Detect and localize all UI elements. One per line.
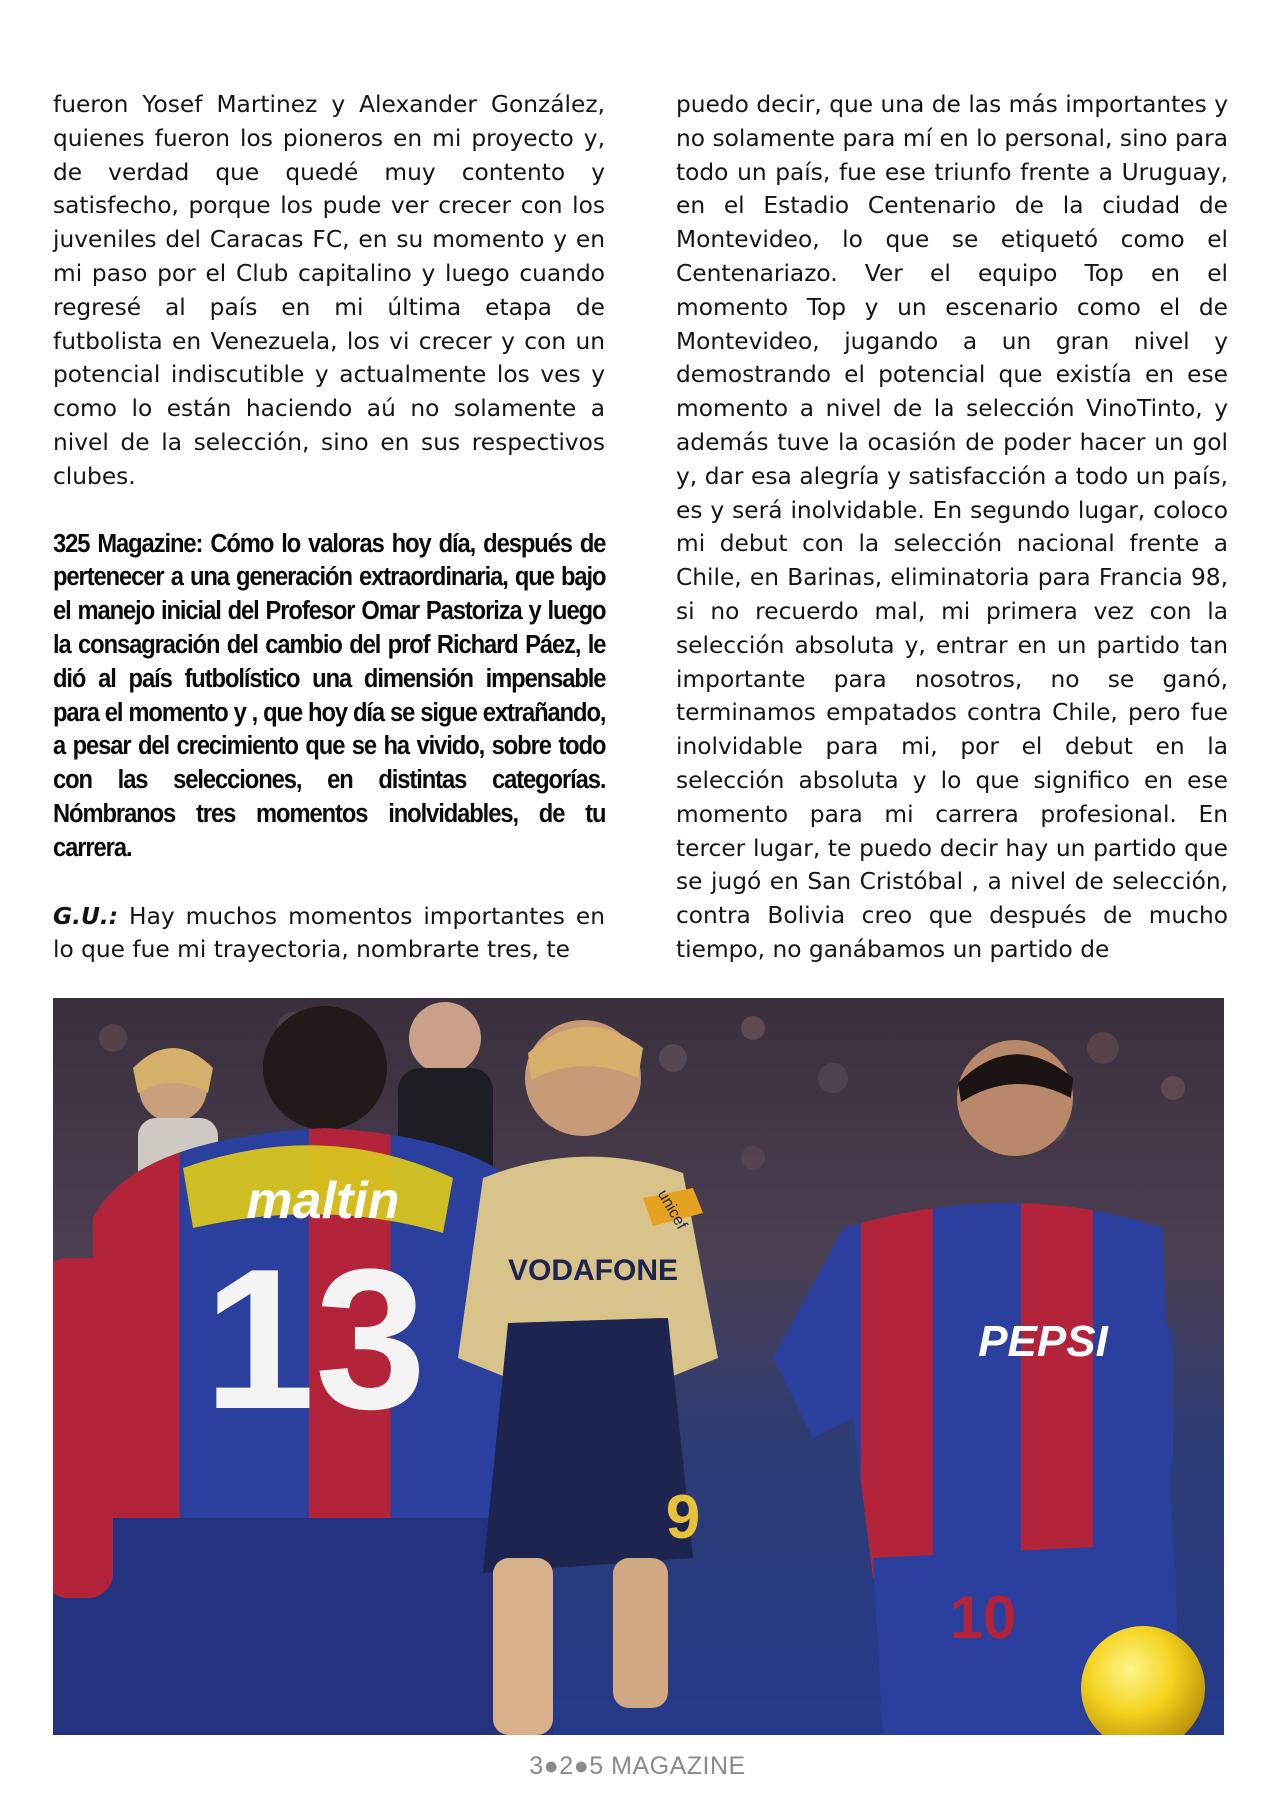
sponsor-maltin: maltin (246, 1172, 400, 1230)
armband-unicef: unicef (653, 1187, 690, 1233)
answer-speaker: G.U.: (53, 902, 119, 930)
jersey-number-10: 10 (949, 1584, 1017, 1651)
jersey-number-13: 13 (203, 1228, 427, 1451)
right-column (676, 88, 1228, 967)
football-match-photo (53, 998, 1224, 1735)
sponsor-pepsi: PEPSI (978, 1317, 1108, 1366)
answer-continuation: puedo decir, que una de las más importantes y no solamente para mí en lo personal, sino para todo un país, fue ese triunfo frente a Uruguay, en el Estadio Centenario de la ciudad de Montevideo, lo que se etiquetó como el Centenariazo. Ver el equipo Top en el momento Top y un escenario como el de Montevideo, jugando a un gran nivel y demostrando el potencial que existía en ese momento a nivel de la selección VinoTinto, y además tuve la ocasión de poder hacer un gol y, dar esa alegría y satisfacción a todo un país, es y será inolvidable. En segundo lugar, coloco mi debut con la selección nacional frente a Chile, en Barinas, eliminatoria para Francia 98, si no recuerdo mal, mi primera vez con la selección absoluta y, entrar en un partido tan importante para nosotros, no se ganó, terminamos empatados contra Chile, pero fue inolvidable para mi, por el debut en la selección absoluta y lo que significo en ese momento para mi carrera profesional. En tercer lugar, te puedo decir hay un partido que se jugó en San Cristóbal , a nivel de selección, contra Bolivia creo que después de mucho tiempo, no ganábamos un partido de (676, 91, 1228, 963)
magazine-footer: 3●2●5 MAGAZINE (529, 1752, 746, 1780)
jersey-number-9: 9 (665, 1483, 701, 1552)
sponsor-vodafone: VODAFONE (507, 1254, 679, 1287)
answer-text: Hay muchos momentos importantes en lo que fue mi trayectoria, nombrarte tres, te (53, 902, 605, 964)
left-column (53, 88, 605, 967)
match-photo-illustration (53, 998, 1224, 1735)
intro-paragraph: fueron Yosef Martinez y Alexander González, quienes fueron los pioneros en mi proyecto y, de verdad que quedé muy contento y satisfecho, porque los pude ver crecer con los juveniles del Caracas FC, en su momento y en mi paso por el Club capitalino y luego cuando regresé al país en mi última etapa de futbolista en Venezuela, los vi crecer y con un potencial indiscutible y actualmente los ves y como lo están haciendo aú no solamente a nivel de la selección, sino en sus respectivos clubes. (53, 91, 605, 490)
interview-answer (53, 900, 605, 968)
interview-question: 325 Magazine: Cómo lo valoras hoy día, después de pertenecer a una generación extraordinaria, que bajo el manejo inicial del Profesor Omar Pastoriza y luego la consagración del cambio del prof Richard Páez, le dió al país futbolístico una dimensión impensable para el momento y , que hoy día se sigue extrañando, a pesar del crecimiento que se ha vivido, sobre todo con las selecciones, en distintas categorías. Nómbranos tres momentos inolvidables, de tu carrera. (53, 529, 606, 862)
